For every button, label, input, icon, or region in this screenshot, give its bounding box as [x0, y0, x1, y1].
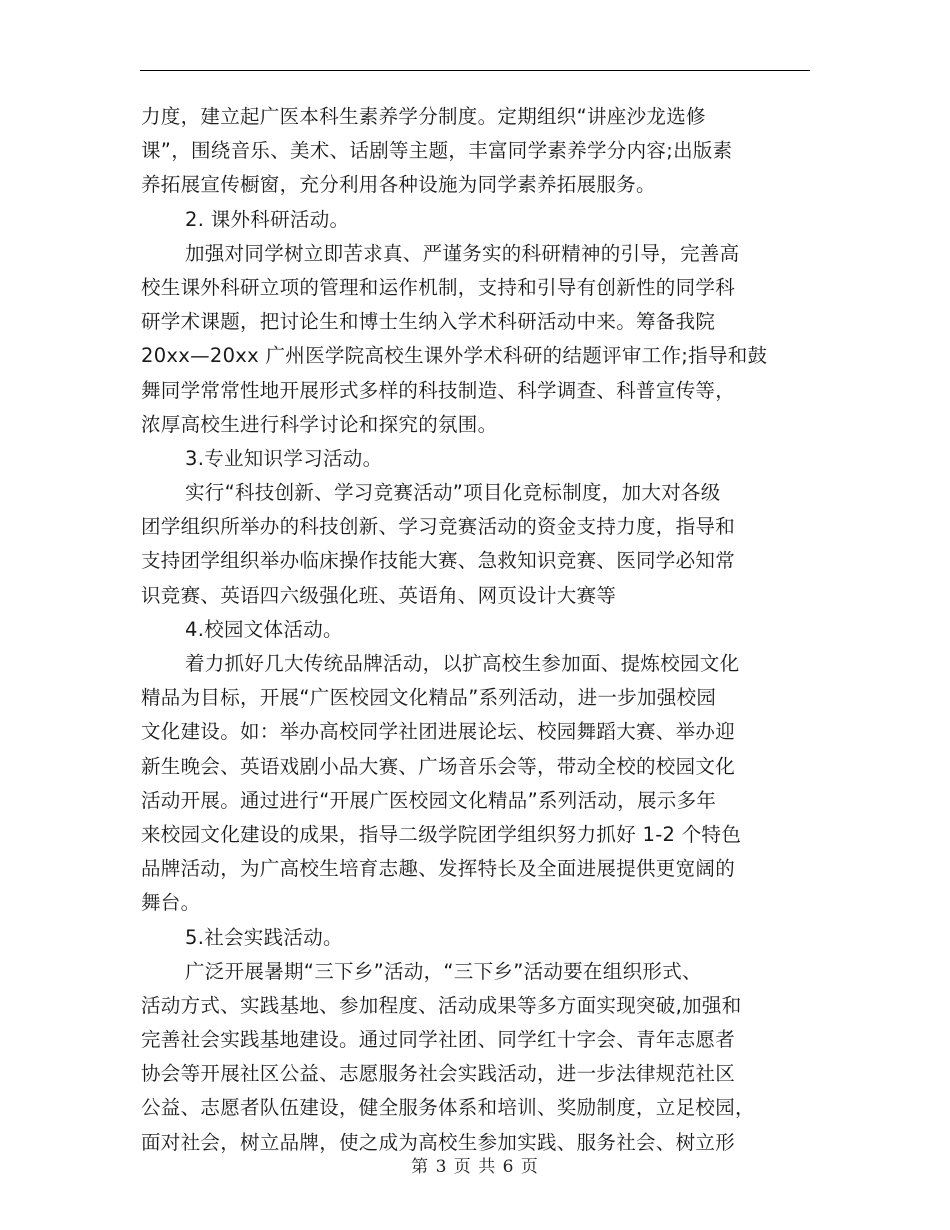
text-line: 养拓展宣传橱窗，充分利用各种设施为同学素养拓展服务。 [141, 173, 656, 197]
text-line: 活动开展。通过进行“开展广医校园文化精品”系列活动，展示多年 [141, 788, 717, 812]
text-line: 广泛开展暑期“三下乡”活动，“三下乡”活动要在组织形式、 [185, 959, 702, 983]
text-line: 支持团学组织举办临床操作技能大赛、急救知识竞赛、医同学必知常 [141, 549, 736, 573]
text-line: 3.专业知识学习活动。 [185, 446, 383, 470]
text-line: 活动方式、实践基地、参加程度、活动成果等多方面实现突破,加强和 [141, 993, 742, 1017]
text-line: 力度，建立起广医本科生素养学分制度。定期组织“讲座沙龙选修 [141, 105, 706, 128]
text-line: 校生课外科研立项的管理和运作机制，支持和引导有创新性的同学科 [141, 275, 736, 299]
text-line: 面对社会，树立品牌，使之成为高校生参加实践、服务社会、树立形 [141, 1130, 736, 1154]
text-line: 完善社会实践基地建设。通过同学社团、同学红十字会、青年志愿者 [141, 1028, 736, 1052]
text-line: 4.校园文体活动。 [185, 617, 343, 641]
text-line: 团学组织所举办的科技创新、学习竞赛活动的资金支持力度，指导和 [141, 515, 736, 539]
text-line: 来校园文化建设的成果，指导二级学院团学组织努力抓好 1-2 个特色 [141, 822, 742, 846]
document-body [141, 100, 813, 1160]
text-line: 舞同学常常性地开展形式多样的科技制造、科学调查、科普宣传等， [141, 378, 736, 402]
text-line: 协会等开展社区公益、志愿服务社会实践活动，进一步法律规范社区 [141, 1062, 736, 1086]
text-line: 舞台。 [141, 891, 201, 915]
text-line: 20xx—20xx 广州医学院高校生课外学术科研的结题评审工作;指导和鼓 [141, 344, 768, 368]
text-line: 新生晚会、英语戏剧小品大赛、广场音乐会等，带动全校的校园文化 [141, 754, 736, 778]
text-line: 文化建设。如：举办高校同学社团进展论坛、校园舞蹈大赛、举办迎 [141, 720, 736, 744]
text-line: 识竞赛、英语四六级强化班、英语角、网页设计大赛等 [141, 583, 617, 607]
text-line: 品牌活动，为广高校生培育志趣、发挥特长及全面进展提供更宽阔的 [141, 857, 736, 881]
header-rule [140, 70, 810, 71]
text-line: 着力抓好几大传统品牌活动，以扩高校生参加面、提炼校园文化 [185, 652, 740, 675]
text-line: 加强对同学树立即苦求真、严谨务实的科研精神的引导，完善高 [185, 241, 740, 265]
page-footer: 第 3 页 共 6 页 [411, 1157, 539, 1177]
text-line: 精品为目标，开展“广医校园文化精品”系列活动，进一步加强校园 [141, 686, 717, 710]
text-line: 2. 课外科研活动。 [185, 207, 350, 231]
text-line: 实行“科技创新、学习竞赛活动”项目化竞标制度，加大对各级 [185, 481, 721, 505]
text-line: 研学术课题，把讨论生和博士生纳入学术科研活动中来。筹备我院 [141, 310, 716, 334]
text-line: 课”，围绕音乐、美术、话剧等主题，丰富同学素养学分内容;出版素 [141, 139, 733, 163]
text-line: 5.社会实践活动。 [185, 925, 343, 949]
text-line: 公益、志愿者队伍建设，健全服务体系和培训、奖励制度，立足校园， [141, 1096, 755, 1120]
text-line: 浓厚高校生进行科学讨论和探究的氛围。 [141, 412, 498, 436]
